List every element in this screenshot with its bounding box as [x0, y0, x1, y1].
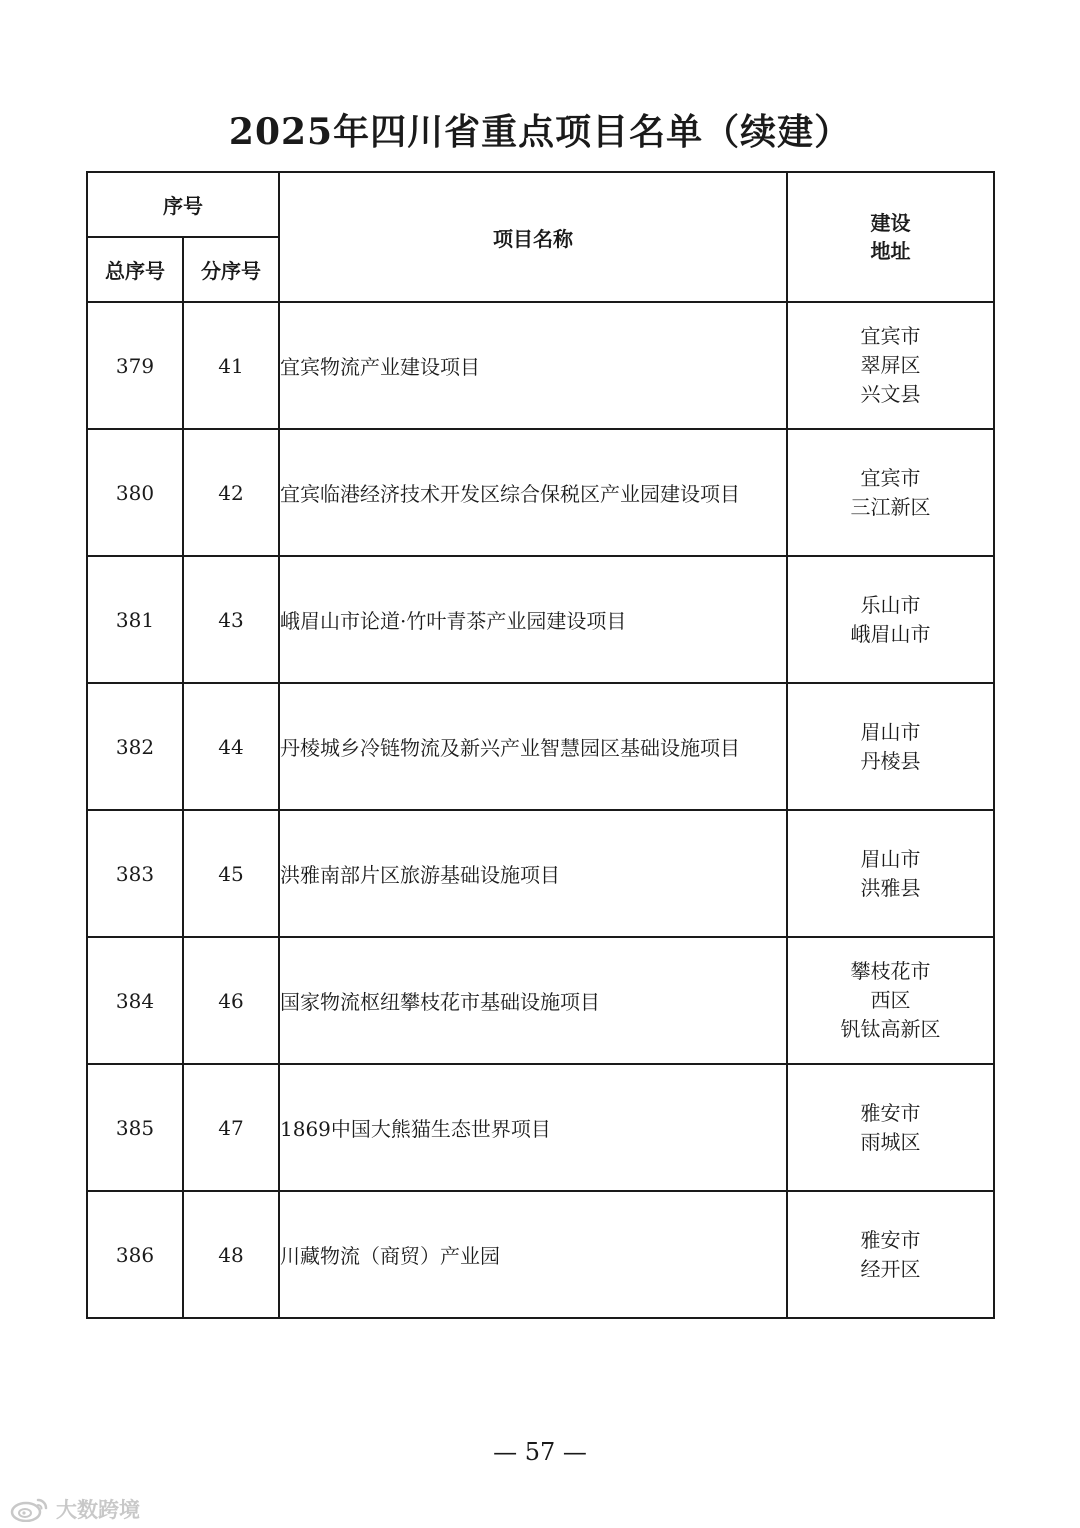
location-line: 雅安市	[860, 1100, 921, 1125]
location-cell	[787, 1191, 994, 1318]
sub-seq-cell: 47	[183, 1064, 279, 1191]
location-line: 翠屏区	[860, 353, 921, 377]
sub-seq-cell: 42	[183, 429, 279, 556]
location-line: 洪雅县	[860, 875, 921, 900]
table-row	[87, 1064, 994, 1191]
location-line: 雨城区	[860, 1129, 921, 1154]
location-line: 攀枝花市	[850, 959, 931, 983]
location-line: 峨眉山市	[850, 621, 931, 646]
sub-seq-cell: 45	[183, 810, 279, 937]
project-name-cell: 丹棱城乡冷链物流及新兴产业智慧园区基础设施项目	[279, 683, 787, 810]
project-name-cell: 宜宾临港经济技术开发区综合保税区产业园建设项目	[279, 429, 787, 556]
location-line: 宜宾市	[860, 465, 921, 490]
sub-seq-cell: 44	[183, 683, 279, 810]
weibo-icon	[10, 1496, 50, 1522]
page-number: — 57 —	[493, 1438, 587, 1466]
location-cell	[787, 683, 994, 810]
table-row	[87, 810, 994, 937]
sub-seq-cell: 43	[183, 556, 279, 683]
total-seq-header: 总序号	[87, 237, 183, 302]
project-name-cell: 宜宾物流产业建设项目	[279, 302, 787, 429]
total-seq-cell: 382	[87, 683, 183, 810]
project-name-cell: 洪雅南部片区旅游基础设施项目	[279, 810, 787, 937]
table-body	[87, 302, 994, 1318]
table-row	[87, 683, 994, 810]
project-name-header: 项目名称	[279, 172, 787, 302]
total-seq-cell: 386	[87, 1191, 183, 1318]
location-line: 丹棱县	[860, 748, 921, 773]
location-line: 钒钛高新区	[840, 1017, 941, 1041]
location-cell	[787, 1064, 994, 1191]
sub-seq-cell: 46	[183, 937, 279, 1064]
project-name-cell: 川藏物流（商贸）产业园	[279, 1191, 787, 1318]
location-cell	[787, 302, 994, 429]
location-line: 西区	[870, 988, 911, 1012]
seq-group-header: 序号	[87, 172, 279, 237]
location-cell	[787, 429, 994, 556]
table-row	[87, 1191, 994, 1318]
project-name-cell: 峨眉山市论道·竹叶青茶产业园建设项目	[279, 556, 787, 683]
location-cell	[787, 556, 994, 683]
watermark-text: 大数跨境	[56, 1498, 140, 1522]
total-seq-cell: 380	[87, 429, 183, 556]
location-line: 三江新区	[850, 494, 931, 519]
table-row	[87, 556, 994, 683]
location-line: 雅安市	[860, 1227, 921, 1252]
total-seq-cell: 379	[87, 302, 183, 429]
total-seq-cell: 385	[87, 1064, 183, 1191]
project-name-cell: 1869中国大熊猫生态世界项目	[279, 1064, 787, 1191]
page-title: 2025年四川省重点项目名单（续建）	[228, 111, 852, 153]
table-row	[87, 429, 994, 556]
table-row	[87, 937, 994, 1064]
location-line: 眉山市	[860, 719, 921, 744]
location-line: 宜宾市	[860, 324, 921, 348]
location-line: 兴文县	[860, 382, 921, 406]
location-cell	[787, 810, 994, 937]
table-row	[87, 302, 994, 429]
location-line: 眉山市	[860, 846, 921, 871]
location-cell	[787, 937, 994, 1064]
total-seq-cell: 381	[87, 556, 183, 683]
project-name-cell: 国家物流枢纽攀枝花市基础设施项目	[279, 937, 787, 1064]
total-seq-cell: 383	[87, 810, 183, 937]
sub-seq-cell: 48	[183, 1191, 279, 1318]
sub-seq-header: 分序号	[183, 237, 279, 302]
sub-seq-cell: 41	[183, 302, 279, 429]
location-header-line1: 建设	[870, 211, 911, 235]
location-header	[787, 172, 994, 302]
project-table	[86, 171, 995, 1319]
watermark	[10, 1494, 140, 1524]
total-seq-cell: 384	[87, 937, 183, 1064]
location-header-line2: 地址	[870, 239, 911, 263]
location-line: 经开区	[860, 1256, 921, 1281]
location-line: 乐山市	[860, 592, 921, 617]
